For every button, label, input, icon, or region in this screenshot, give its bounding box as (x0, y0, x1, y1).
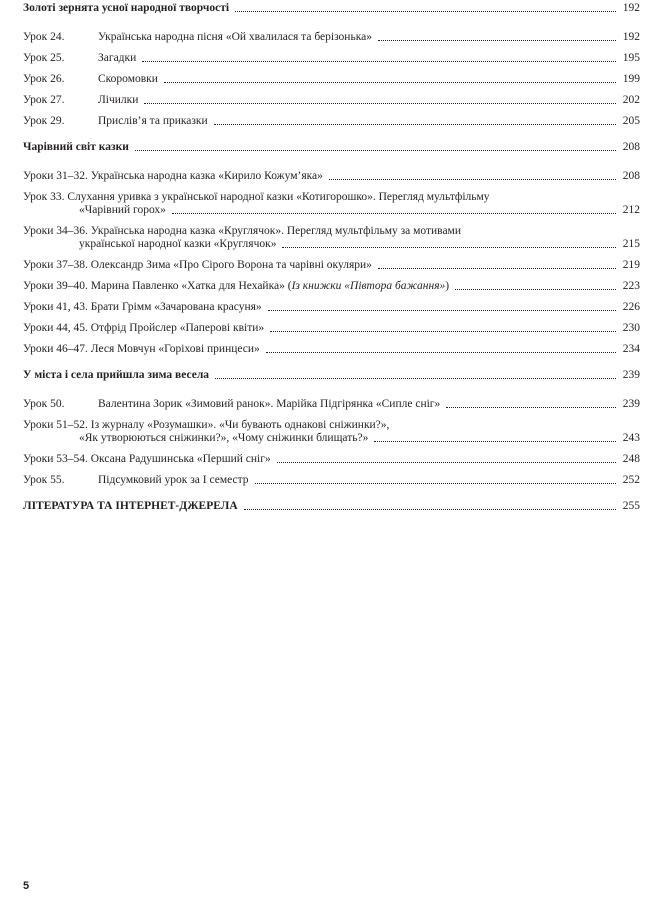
entry-line-1: Уроки 34–36. Українська народна казка «Круглячок». Перегляд мультфільму за мотивами (23, 225, 461, 237)
toc-entry-lesson-50 (23, 398, 640, 411)
table-of-contents (23, 0, 640, 513)
toc-entry-lesson-41 (23, 301, 640, 314)
dot-leader (255, 483, 616, 484)
lesson-number: Урок 50. (23, 398, 65, 410)
toc-entry-lesson-46 (23, 343, 640, 356)
page-ref: 199 (622, 73, 640, 85)
dot-leader (266, 352, 616, 353)
dot-leader (282, 247, 616, 248)
dot-leader (144, 103, 616, 104)
dot-leader (374, 441, 616, 442)
dot-leader (455, 289, 616, 290)
toc-entry-lesson-27 (23, 94, 640, 107)
dot-leader (277, 462, 616, 463)
lesson-title: Прислів’я та приказки (98, 115, 208, 127)
lesson-number: Урок 26. (23, 73, 65, 85)
toc-section-fairy-tale (23, 141, 640, 154)
toc-section-folk-art (23, 2, 640, 15)
lesson-title: Загадки (98, 52, 137, 64)
dot-leader (172, 213, 616, 214)
page-ref: 226 (622, 301, 640, 313)
page-ref: 192 (622, 31, 640, 43)
page-ref: 208 (622, 141, 640, 153)
page-ref: 192 (622, 2, 640, 14)
dot-leader (378, 268, 616, 269)
page-ref: 215 (622, 238, 640, 250)
page-ref: 205 (622, 115, 640, 127)
dot-leader (235, 11, 616, 12)
dot-leader (268, 310, 616, 311)
toc-entry-lesson-53 (23, 453, 640, 466)
toc-entry-lesson-26 (23, 73, 640, 86)
entry-text: Уроки 39–40. Марина Павленко «Хатка для Нехайка» ( (23, 280, 292, 292)
toc-entry-lesson-31 (23, 170, 640, 183)
toc-entry-lesson-55 (23, 474, 640, 487)
toc-entry-lesson-29 (23, 115, 640, 128)
lesson-title: Підсумковий урок за I семестр (98, 474, 249, 486)
dot-leader (378, 40, 616, 41)
page-ref: 208 (622, 170, 640, 182)
entry-line-2: «Чарівний горох» (79, 204, 166, 216)
page-ref: 195 (622, 52, 640, 64)
toc-entry-lesson-37 (23, 259, 640, 272)
dot-leader (244, 509, 616, 510)
page-ref: 239 (622, 398, 640, 410)
page-number: 5 (23, 880, 30, 892)
entry-line-1: Урок 33. Слухання уривка з української народної казки «Котигорошко». Перегляд мультфільму (23, 191, 490, 203)
toc-entry-lesson-25 (23, 52, 640, 65)
entry-text: Уроки 31–32. Українська народна казка «Кирило Кожум’яка» (23, 170, 323, 182)
lesson-number: Урок 55. (23, 474, 65, 486)
page-ref: 212 (622, 204, 640, 216)
lesson-number: Урок 27. (23, 94, 65, 106)
dot-leader (270, 331, 616, 332)
page-ref: 239 (622, 369, 640, 381)
section-title: Чарівний світ казки (23, 141, 129, 153)
toc-entry-lesson-44 (23, 322, 640, 335)
toc-entry-lesson-24 (23, 31, 640, 44)
entry-line-2: «Як утворюються сніжинки?», «Чому сніжинки блищать?» (79, 432, 369, 444)
toc-section-winter (23, 369, 640, 382)
page-ref: 230 (622, 322, 640, 334)
entry-text: Уроки 44, 45. Отфрід Пройслер «Паперові квіти» (23, 322, 265, 334)
lesson-number: Урок 25. (23, 52, 65, 64)
dot-leader (215, 378, 616, 379)
dot-leader (142, 61, 616, 62)
entry-text-tail: ) (445, 280, 450, 292)
dot-leader (164, 82, 616, 83)
lesson-title: Лічилки (98, 94, 139, 106)
lesson-number: Урок 29. (23, 115, 65, 127)
page-ref: 252 (622, 474, 640, 486)
entry-text: Уроки 46–47. Леся Мовчун «Горіхові принцеси» (23, 343, 260, 355)
toc-entry-lesson-51 (23, 419, 640, 445)
lesson-title: Валентина Зорик «Зимовий ранок». Марійка Підгірянка «Сипле сніг» (98, 398, 441, 410)
page-ref: 243 (622, 432, 640, 444)
page-ref: 223 (622, 280, 640, 292)
entry-line-1: Уроки 51–52. Із журналу «Розумашки». «Чи бувають однакові сніжинки?», (23, 419, 390, 431)
lesson-title: Українська народна пісня «Ой хвалилася та берізонька» (98, 31, 372, 43)
entry-text: Уроки 53–54. Оксана Радушинська «Перший сніг» (23, 453, 271, 465)
entry-line-2: української народної казки «Круглячок» (79, 238, 277, 250)
section-title: Золоті зернята усної народної творчості (23, 2, 230, 14)
page-ref: 219 (622, 259, 640, 271)
entry-italic-source: Із книжки «Півтора бажання» (291, 280, 446, 292)
toc-entry-lesson-34 (23, 225, 640, 251)
toc-entry-lesson-39 (23, 280, 640, 293)
dot-leader (135, 150, 616, 151)
lesson-title: Скоромовки (98, 73, 158, 85)
entry-text: Уроки 41, 43. Брати Грімм «Зачарована красуня» (23, 301, 262, 313)
page-ref: 248 (622, 453, 640, 465)
section-title: У міста і села прийшла зима весела (23, 369, 210, 381)
toc-section-literature (23, 500, 640, 513)
page-ref: 255 (622, 500, 640, 512)
dot-leader (329, 179, 616, 180)
section-title: ЛІТЕРАТУРА ТА ІНТЕРНЕТ-ДЖЕРЕЛА (23, 500, 238, 512)
dot-leader (446, 407, 616, 408)
toc-entry-lesson-33 (23, 191, 640, 217)
entry-text: Уроки 37–38. Олександр Зима «Про Сірого Ворона та чарівні окуляри» (23, 259, 372, 271)
page-ref: 202 (622, 94, 640, 106)
lesson-number: Урок 24. (23, 31, 65, 43)
page-ref: 234 (622, 343, 640, 355)
dot-leader (214, 124, 616, 125)
